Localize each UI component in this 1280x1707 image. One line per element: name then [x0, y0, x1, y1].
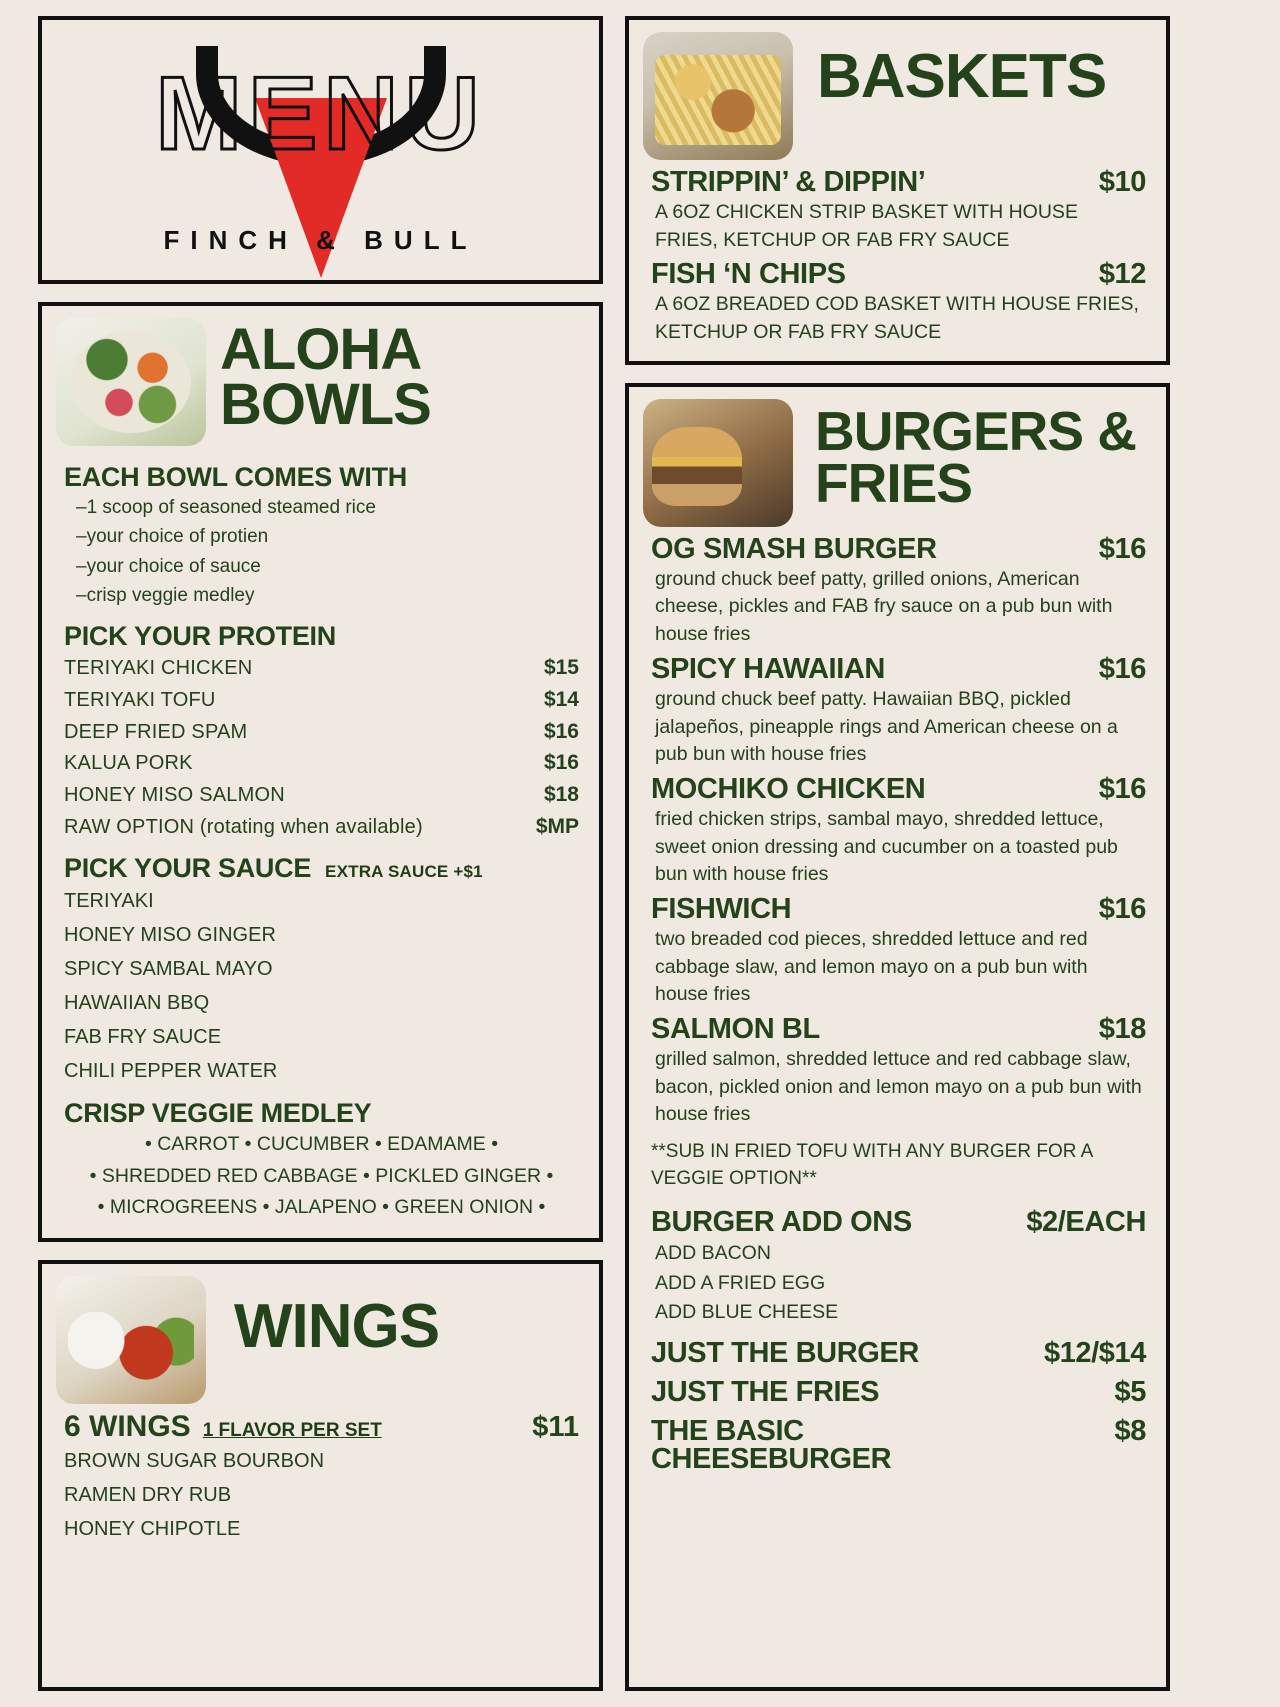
- burger-item-price: $16: [1098, 652, 1146, 685]
- burger-item-price: $16: [1098, 892, 1146, 925]
- sauce-item: HAWAIIAN BBQ: [64, 992, 210, 1015]
- protein-name: HONEY MISO SALMON: [64, 784, 285, 807]
- addons-head: [651, 1206, 1146, 1239]
- wings-body: [42, 1404, 599, 1560]
- veggie-line: • SHREDDED RED CABBAGE • PICKLED GINGER •: [89, 1164, 554, 1187]
- basket-item-head: [651, 258, 1146, 291]
- burgers-section: [625, 383, 1170, 1691]
- burger-item-head: [651, 533, 1146, 566]
- baskets-section: [625, 16, 1170, 365]
- bowl-include-2: –your choice of protien: [76, 526, 269, 548]
- burgers-title: BURGERS & FRIES: [815, 399, 1137, 514]
- burger-item-name: SALMON BL: [651, 1013, 820, 1045]
- chicken-strip-basket-photo: [643, 32, 793, 160]
- buffalo-wings-photo: [56, 1276, 206, 1404]
- veggie-sub-note: **SUB IN FRIED TOFU WITH ANY BURGER FOR A VEGGIE OPTION**: [651, 1141, 1093, 1189]
- veggie-medley-heading: CRISP VEGGIE MEDLEY: [64, 1098, 372, 1129]
- aloha-bowls-section: [38, 302, 603, 1242]
- protein-row: [64, 779, 579, 811]
- protein-price: $15: [543, 655, 579, 679]
- basket-item-price: $10: [1098, 166, 1146, 198]
- extra-price: $8: [1114, 1415, 1146, 1447]
- burger-item-desc: ground chuck beef patty. Hawaiian BBQ, pickled jalapeños, pineapple rings and American cheese on a pub bun with house fries: [655, 687, 1118, 766]
- wings-item-name: 6 WINGS: [64, 1409, 191, 1443]
- protein-name: TERIYAKI CHICKEN: [64, 656, 253, 679]
- aloha-bowls-title: ALOHA BOWLS: [220, 317, 431, 438]
- wing-flavor: BROWN SUGAR BOURBON: [64, 1449, 325, 1472]
- addons-heading: BURGER ADD ONS: [651, 1206, 912, 1239]
- sauce-item: CHILI PEPPER WATER: [64, 1060, 278, 1083]
- protein-heading: PICK YOUR PROTEIN: [64, 620, 336, 651]
- burger-item-name: OG SMASH BURGER: [651, 532, 937, 565]
- extra-row: [651, 1415, 1146, 1473]
- burger-item-desc: ground chuck beef patty, grilled onions, American cheese, pickles and FAB fry sauce on a pub bun with house fries: [655, 567, 1113, 646]
- basket-item-name: FISH ‘N CHIPS: [651, 258, 846, 291]
- brand-name: FINCH & BULL: [163, 225, 478, 255]
- burger-item-price: $16: [1098, 772, 1146, 805]
- right-column: [625, 16, 1170, 1691]
- protein-price: $16: [543, 719, 579, 743]
- wing-flavor: RAMEN DRY RUB: [64, 1483, 232, 1506]
- burger-item-head: [651, 1013, 1146, 1046]
- baskets-title: BASKETS: [817, 42, 1107, 111]
- basket-item-price: $12: [1098, 258, 1146, 291]
- burger-item-name: FISHWICH: [651, 892, 792, 925]
- burger-item-price: $16: [1098, 532, 1146, 565]
- burger-item-desc: two breaded cod pieces, shredded lettuce and red cabbage slaw, and lemon mayo on a pub bun with house fries: [655, 927, 1088, 1006]
- poke-bowl-photo: [56, 318, 206, 446]
- wings-title: WINGS: [234, 1291, 440, 1361]
- protein-name: TERIYAKI TOFU: [64, 688, 216, 711]
- basket-item-desc: A 6OZ BREADED COD BASKET WITH HOUSE FRIES, KETCHUP OR FAB FRY SAUCE: [655, 293, 1139, 344]
- menu-wordmark: MENU: [155, 56, 486, 172]
- extra-row: [651, 1337, 1146, 1370]
- protein-name: DEEP FRIED SPAM: [64, 720, 248, 743]
- protein-row: [64, 652, 579, 684]
- protein-price: $18: [543, 783, 579, 807]
- protein-price: $14: [543, 687, 579, 711]
- bowl-include-4: –crisp veggie medley: [76, 585, 255, 607]
- extra-row: [651, 1376, 1146, 1409]
- veggie-line: • MICROGREENS • JALAPENO • GREEN ONION •: [97, 1196, 546, 1219]
- burger-item-desc: fried chicken strips, sambal mayo, shredded lettuce, sweet onion dressing and cucumber on a toasted pub bun with house fries: [655, 807, 1118, 886]
- protein-name: RAW OPTION (rotating when available): [64, 816, 423, 839]
- bowl-include-3: –your choice of sauce: [76, 555, 261, 577]
- extra-name: THE BASIC CHEESEBURGER: [651, 1415, 892, 1475]
- veggie-line: • CARROT • CUCUMBER • EDAMAME •: [144, 1133, 499, 1156]
- protein-price: $MP: [535, 815, 579, 839]
- wing-flavor: HONEY CHIPOTLE: [64, 1517, 241, 1540]
- addon-item: ADD BACON: [655, 1242, 771, 1265]
- wings-item-price: $11: [532, 1410, 579, 1443]
- aloha-bowls-body: [42, 446, 599, 1238]
- wings-item-note: 1 FLAVOR PER SET: [202, 1419, 382, 1441]
- burger-item-name: MOCHIKO CHICKEN: [651, 772, 926, 805]
- addons-price: $2/EACH: [1026, 1206, 1146, 1239]
- smash-burger-photo: [643, 399, 793, 527]
- protein-name: KALUA PORK: [64, 752, 193, 775]
- baskets-header: [629, 20, 1166, 160]
- left-column: [38, 16, 603, 1691]
- burger-item-head: [651, 653, 1146, 686]
- aloha-bowls-header: [42, 306, 599, 446]
- protein-row: [64, 811, 579, 843]
- sauce-item: TERIYAKI: [64, 890, 154, 913]
- logo-card: [38, 16, 603, 284]
- burger-item-name: SPICY HAWAIIAN: [651, 652, 885, 685]
- burgers-header: [629, 387, 1166, 527]
- protein-row: [64, 747, 579, 779]
- sauce-item: HONEY MISO GINGER: [64, 924, 276, 947]
- extra-price: $5: [1114, 1376, 1146, 1408]
- sauce-item: SPICY SAMBAL MAYO: [64, 958, 273, 981]
- each-bowl-heading: EACH BOWL COMES WITH: [64, 462, 407, 492]
- burger-item-head: [651, 773, 1146, 806]
- baskets-body: [629, 160, 1166, 361]
- addon-item: ADD A FRIED EGG: [655, 1271, 826, 1294]
- basket-item-desc: A 6OZ CHICKEN STRIP BASKET WITH HOUSE FRIES, KETCHUP OR FAB FRY SAUCE: [655, 201, 1078, 251]
- sauce-item: FAB FRY SAUCE: [64, 1026, 222, 1049]
- protein-row: [64, 684, 579, 716]
- protein-price: $16: [543, 751, 579, 775]
- protein-row: [64, 716, 579, 748]
- extra-name: JUST THE BURGER: [651, 1337, 919, 1369]
- extra-price: $12/$14: [1043, 1337, 1146, 1369]
- bowl-include-1: –1 scoop of seasoned steamed rice: [76, 497, 376, 518]
- extra-name: JUST THE FRIES: [651, 1376, 880, 1408]
- wings-header: [42, 1264, 599, 1404]
- burger-item-head: [651, 893, 1146, 926]
- burger-item-desc: grilled salmon, shredded lettuce and red cabbage slaw, bacon, pickled onion and lemon mayo on a pub bun with house fries: [655, 1048, 1142, 1126]
- sauce-heading: PICK YOUR SAUCE: [64, 853, 312, 884]
- burgers-body: [629, 527, 1166, 1487]
- basket-item-head: [651, 166, 1146, 199]
- wings-section: [38, 1260, 603, 1691]
- addon-item: ADD BLUE CHEESE: [655, 1300, 839, 1323]
- logo-wrap: [42, 20, 599, 280]
- burger-item-price: $18: [1098, 1013, 1146, 1045]
- basket-item-name: STRIPPIN’ & DIPPIN’: [651, 166, 926, 198]
- extra-sauce-note: EXTRA SAUCE +$1: [325, 862, 483, 882]
